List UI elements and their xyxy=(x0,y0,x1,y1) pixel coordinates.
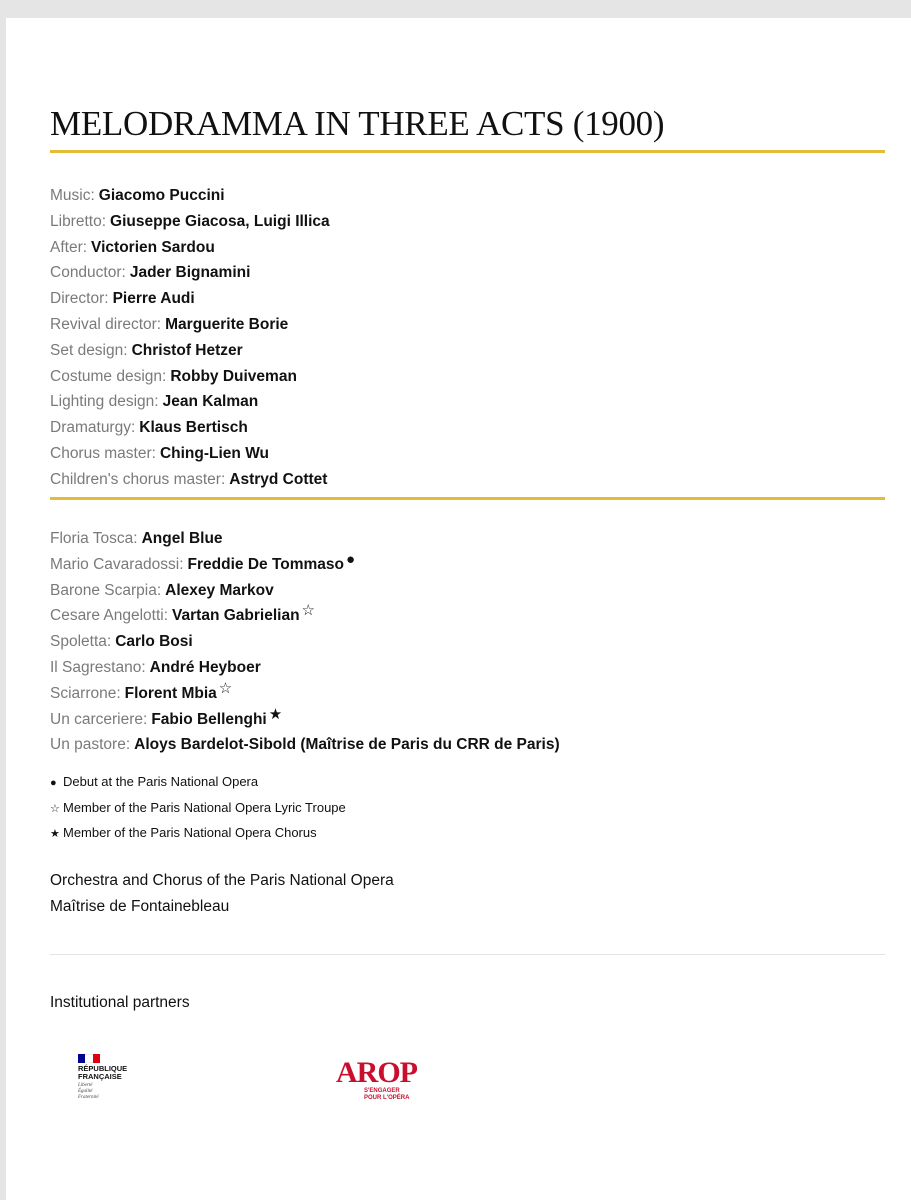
credit-name: Giuseppe Giacosa, Luigi Illica xyxy=(110,212,330,230)
credit-row xyxy=(50,364,330,390)
arop-wordmark: AROP xyxy=(336,1056,417,1089)
credit-row xyxy=(50,286,330,312)
cast-row xyxy=(50,603,560,629)
cast-row xyxy=(50,526,560,552)
credit-name: Pierre Audi xyxy=(112,290,195,308)
credit-name: Marguerite Borie xyxy=(165,315,289,333)
gold-divider xyxy=(50,497,885,500)
credit-name: Giacomo Puccini xyxy=(98,187,225,204)
cast-role: Un carceriere: xyxy=(50,710,148,728)
republique-francaise-logo xyxy=(78,1054,148,1114)
credit-role: Dramaturgy: xyxy=(50,419,136,437)
credit-name: Victorien Sardou xyxy=(91,238,215,256)
gold-divider xyxy=(50,150,885,153)
legend-item xyxy=(50,795,346,821)
debut-marker: ● xyxy=(346,550,356,568)
credit-role: Chorus master: xyxy=(50,444,156,462)
legend-item xyxy=(50,769,346,795)
logo-text: FRANÇAISE xyxy=(78,1072,122,1081)
page-title: MELODRAMMA IN THREE ACTS (1900) xyxy=(50,104,665,143)
ensembles-list xyxy=(50,868,394,920)
partners-heading: Institutional partners xyxy=(50,994,190,1011)
filled-star-icon: ★ xyxy=(50,828,60,840)
chorus-marker: ★ xyxy=(268,705,283,723)
credit-role: Costume design: xyxy=(50,367,167,385)
credit-row xyxy=(50,441,330,467)
credit-role: Music: xyxy=(50,187,95,204)
credit-role: Lighting design: xyxy=(50,393,159,411)
cast-name: Vartan Gabrielian xyxy=(172,607,300,625)
credit-row xyxy=(50,389,330,415)
filled-circle-icon: ● xyxy=(50,777,57,789)
cast-name: Freddie De Tommaso xyxy=(187,555,344,573)
cast-row xyxy=(50,578,560,604)
credit-row xyxy=(50,209,330,235)
credit-row xyxy=(50,338,330,364)
credit-role: Conductor: xyxy=(50,264,126,282)
cast-name: Aloys Bardelot-Sibold (Maîtrise de Paris du CRR de Paris) xyxy=(134,736,560,754)
credits-list xyxy=(50,183,330,493)
arop-tagline: S'ENGAGER xyxy=(364,1088,400,1094)
legend-text: Debut at the Paris National Opera xyxy=(63,774,259,789)
credit-role: Libretto: xyxy=(50,212,107,230)
motto-text: Liberté xyxy=(78,1083,93,1088)
cast-role: Cesare Angelotti: xyxy=(50,607,169,625)
credit-name: Ching-Lien Wu xyxy=(159,444,270,462)
cast-role: Sciarrone: xyxy=(50,684,121,702)
program-page xyxy=(6,18,911,1200)
credit-name: Jean Kalman xyxy=(162,393,259,411)
cast-name: Alexey Markov xyxy=(165,581,274,599)
cast-name: Florent Mbia xyxy=(124,684,217,702)
legend-item xyxy=(50,820,346,846)
logo-text: RÉPUBLIQUE xyxy=(78,1064,128,1073)
cast-name: Angel Blue xyxy=(141,530,223,547)
credit-name: Robby Duiveman xyxy=(170,367,297,385)
cast-row xyxy=(50,681,560,707)
cast-name: Fabio Bellenghi xyxy=(151,710,267,728)
credit-name: Astryd Cottet xyxy=(229,470,328,488)
cast-row xyxy=(50,655,560,681)
credit-role: Director: xyxy=(50,290,109,308)
ensemble-item: Maîtrise de Fontainebleau xyxy=(50,898,230,915)
cast-role: Il Sagrestano: xyxy=(50,658,146,676)
motto-text: Égalité xyxy=(78,1089,93,1094)
cast-list xyxy=(50,526,560,758)
credit-role: Revival director: xyxy=(50,315,162,333)
credit-name: Klaus Bertisch xyxy=(139,419,248,437)
credit-role: After: xyxy=(50,238,88,256)
lyric-troupe-marker: ☆ xyxy=(301,602,315,620)
arop-tagline: POUR L'OPÉRA xyxy=(364,1095,410,1101)
cast-role: Barone Scarpia: xyxy=(50,581,162,599)
credit-row xyxy=(50,312,330,338)
motto-text: Fraternité xyxy=(78,1095,99,1100)
cast-role: Floria Tosca: xyxy=(50,530,138,547)
cast-role: Un pastore: xyxy=(50,736,131,754)
credit-row xyxy=(50,235,330,261)
legend-text: Member of the Paris National Opera Chorus xyxy=(63,825,317,840)
credit-row xyxy=(50,467,330,493)
outline-star-icon: ☆ xyxy=(50,802,60,815)
cast-role: Mario Cavaradossi: xyxy=(50,555,184,573)
credit-role: Set design: xyxy=(50,341,128,359)
french-flag-icon xyxy=(78,1054,100,1063)
cast-row xyxy=(50,629,560,655)
ensemble-item: Orchestra and Chorus of the Paris National Opera xyxy=(50,872,394,889)
legend-text: Member of the Paris National Opera Lyric Troupe xyxy=(63,799,346,815)
cast-row xyxy=(50,707,560,733)
credit-row xyxy=(50,415,330,441)
cast-role: Spoletta: xyxy=(50,633,112,651)
credit-name: Christof Hetzer xyxy=(131,341,243,359)
credit-row xyxy=(50,260,330,286)
cast-name: Carlo Bosi xyxy=(115,633,193,651)
thin-divider xyxy=(50,954,885,955)
lyric-troupe-marker: ☆ xyxy=(218,679,233,697)
credit-row xyxy=(50,183,330,209)
cast-name: André Heyboer xyxy=(149,658,261,676)
arop-logo xyxy=(336,1058,436,1108)
cast-row xyxy=(50,732,560,758)
credit-role: Children's chorus master: xyxy=(50,470,226,488)
symbol-legend xyxy=(50,769,346,846)
cast-row xyxy=(50,552,560,578)
credit-name: Jader Bignamini xyxy=(129,264,251,282)
